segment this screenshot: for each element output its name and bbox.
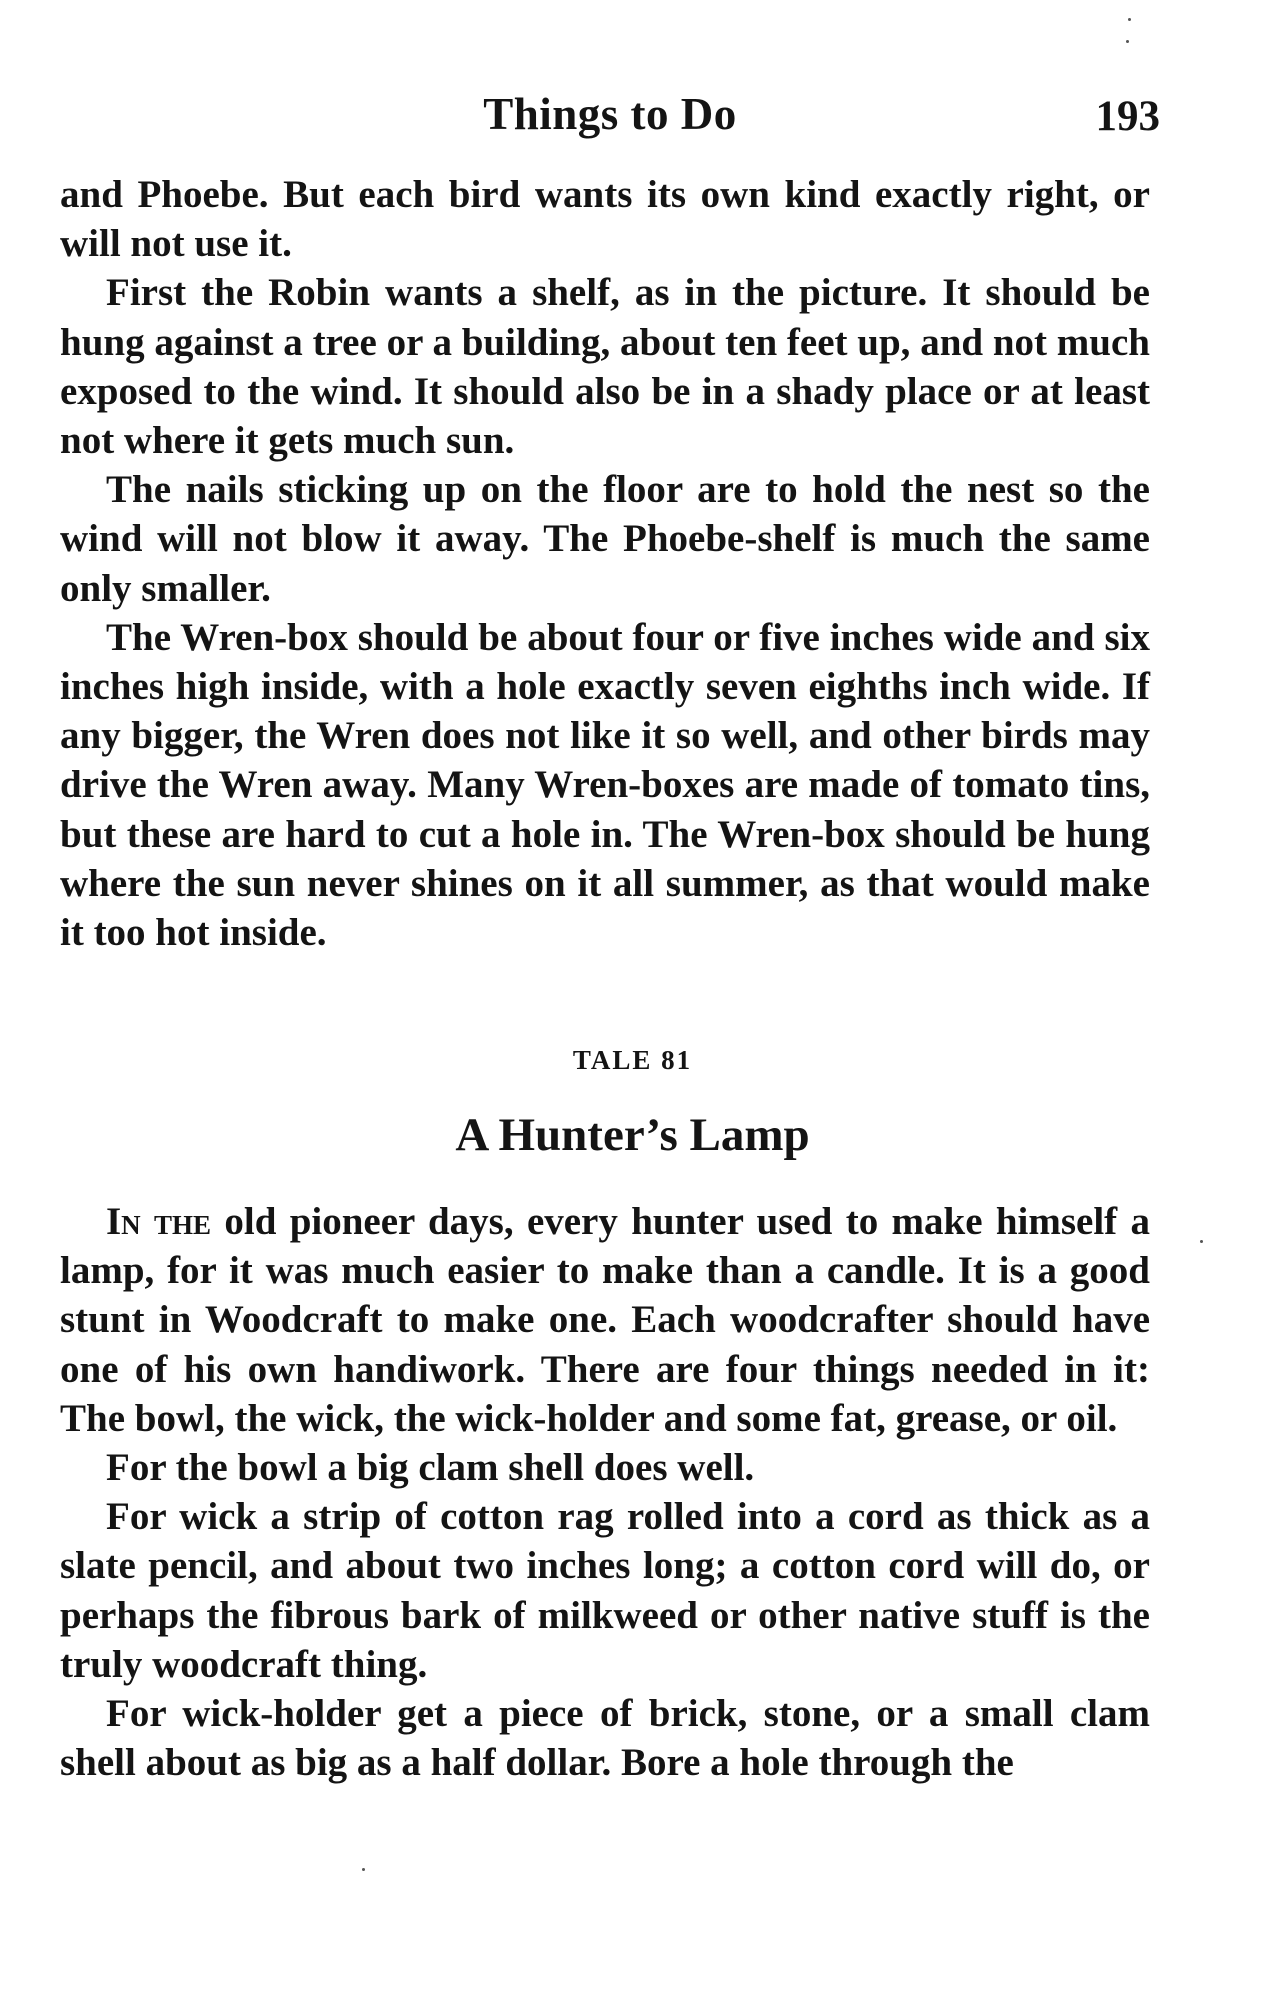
paragraph: For wick a strip of cotton rag rolled into a cord as thick as a slate pencil, and about two inches long; a cotton cord will do, or perhaps the fibrous bark of milkweed or other native stuff is the truly woodcraft thing. (60, 1495, 1150, 1686)
page-number: 193 (1095, 93, 1160, 140)
tale-title: A Hunter’s Lamp (455, 1109, 810, 1161)
scan-speck (1200, 1240, 1203, 1243)
opening-text: old pioneer days, every hunter used to make himself a lamp, for it was much easier to make than a candle. It is a good stunt in Woodcraft to make one. Each woodcrafter should have one of his own handiwork. There are four things needed in it: The bowl, the wick, the wick-holder and some fat, grease, or oil. (60, 1200, 1150, 1440)
paragraph: The nails sticking up on the floor are to hold the nest so the wind will not blow it away. The Phoebe-shelf is much the same only smaller. (60, 468, 1150, 610)
scan-speck (1126, 40, 1129, 43)
running-head (60, 88, 1160, 148)
scan-speck (1128, 18, 1131, 21)
opening-smallcaps: In the (106, 1200, 212, 1243)
paragraph: First the Robin wants a shelf, as in the picture. It should be hung against a tree or a building, about ten feet up, and not much exposed to the wind. It should also be in a shady place or at least not where it gets much sun. (60, 271, 1150, 463)
running-title: Things to Do (483, 89, 737, 139)
paragraph: For wick-holder get a piece of brick, stone, or a small clam shell about as big as a half dollar. Bore a hole through the (60, 1692, 1150, 1785)
scan-speck (362, 1868, 365, 1871)
paragraph: The Wren-box should be about four or five inches wide and six inches high inside, with a hole exactly seven eighths inch wide. If any bigger, the Wren does not like it so well, and other birds may drive the Wren away. Many Wren-boxes are made of tomato tins, but these are hard to cut a hole in. The Wren-box should be hung where the sun never shines on it all summer, as that would make it too hot inside. (60, 615, 1150, 955)
tale-number: TALE 81 (572, 1045, 693, 1075)
paragraph: and Phoebe. But each bird wants its own kind exactly right, or will not use it. (60, 173, 1150, 266)
section-robin-wren (60, 170, 1150, 957)
opening-paragraph (60, 1197, 1150, 1443)
paragraph: For the bowl a big clam shell does well. (106, 1446, 755, 1490)
section-hunters-lamp (60, 1197, 1150, 1787)
